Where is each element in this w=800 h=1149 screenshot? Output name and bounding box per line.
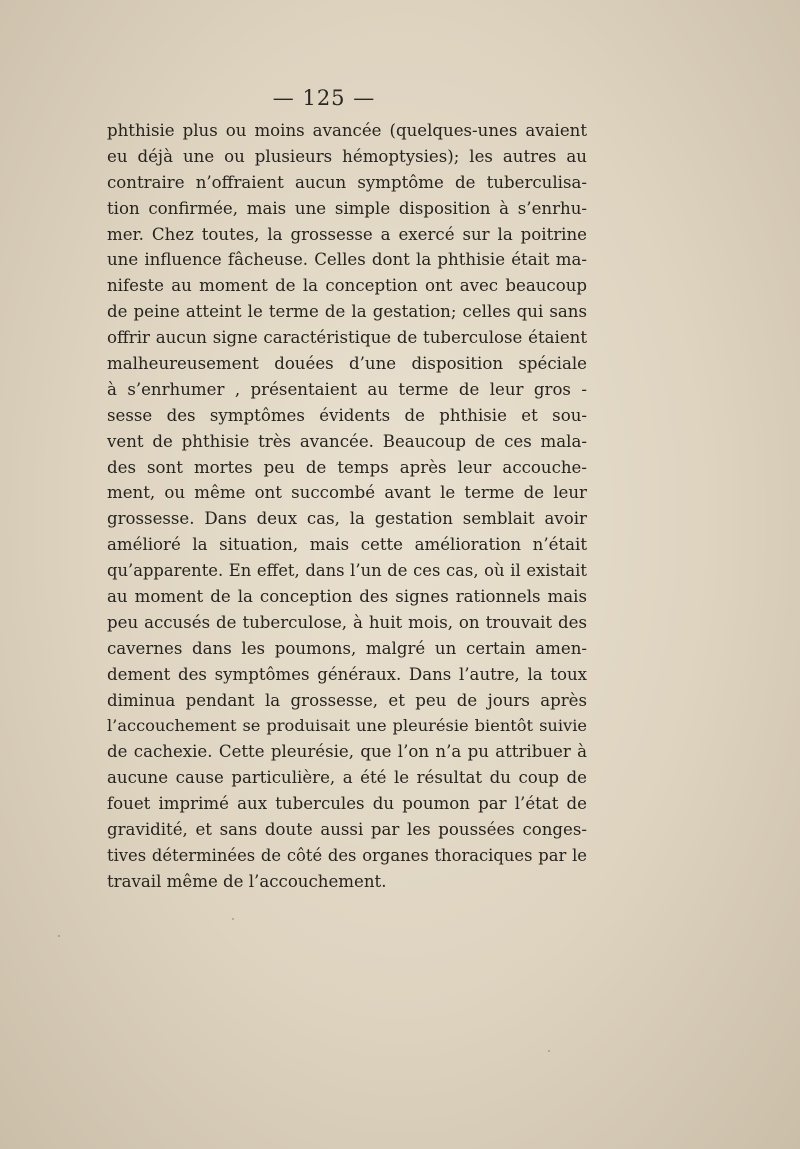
text-line: une influence fâcheuse. Celles dont la phthisie était ma- bbox=[107, 250, 587, 270]
text-line: amélioré la situation, mais cette amélioration n’était bbox=[107, 535, 587, 555]
text-line: fouet imprimé aux tubercules du poumon par l’état de bbox=[107, 794, 587, 814]
text-line: tives déterminées de côté des organes thoraciques par le bbox=[107, 845, 587, 865]
text-line: au moment de la conception des signes rationnels mais bbox=[107, 587, 587, 607]
text-line: offrir aucun signe caractéristique de tuberculose étaient bbox=[107, 328, 587, 348]
text-line: grossesse. Dans deux cas, la gestation semblait avoir bbox=[107, 509, 587, 529]
text-line: sesse des symptômes évidents de phthisie et sou- bbox=[107, 405, 587, 425]
text-line: dement des symptômes généraux. Dans l’autre, la toux bbox=[107, 664, 587, 684]
text-line: nifeste au moment de la conception ont avec beaucoup bbox=[107, 276, 587, 296]
text-line: ment, ou même ont succombé avant le terme de leur bbox=[107, 483, 587, 503]
text-line: contraire n’offraient aucun symptôme de tuberculisa- bbox=[107, 172, 587, 192]
paper-speck bbox=[548, 1050, 550, 1052]
text-line: mer. Chez toutes, la grossesse a exercé sur la poitrine bbox=[107, 224, 587, 244]
paper-speck bbox=[58, 935, 60, 937]
text-line: de cachexie. Cette pleurésie, que l’on n’a pu attribuer à bbox=[107, 742, 587, 762]
text-line: cavernes dans les poumons, malgré un certain amen- bbox=[107, 638, 587, 658]
text-line: eu déjà une ou plusieurs hémoptysies); les autres au bbox=[107, 146, 587, 166]
page-number: — 125 — bbox=[272, 86, 376, 110]
text-line: gravidité, et sans doute aussi par les poussées conges- bbox=[107, 820, 587, 840]
text-line-last: travail même de l’accouchement. bbox=[107, 871, 387, 891]
body-text bbox=[107, 118, 587, 895]
text-line: peu accusés de tuberculose, à huit mois, on trouvait des bbox=[107, 612, 587, 632]
text-line: qu’apparente. En effet, dans l’un de ces cas, où il existait bbox=[107, 561, 587, 581]
text-line: aucune cause particulière, a été le résultat du coup de bbox=[107, 768, 587, 788]
text-line: phthisie plus ou moins avancée (quelques-unes avaient bbox=[107, 121, 587, 140]
text-line: de peine atteint le terme de la gestation; celles qui sans bbox=[107, 302, 587, 322]
text-line: malheureusement douées d’une disposition spéciale bbox=[107, 354, 587, 374]
text-line: des sont mortes peu de temps après leur accouche- bbox=[107, 457, 587, 477]
text-line: diminua pendant la grossesse, et peu de jours après bbox=[107, 690, 587, 710]
text-line: à s’enrhumer , présentaient au terme de leur gros - bbox=[107, 379, 587, 399]
text-line: tion confirmée, mais une simple disposition à s’enrhu- bbox=[107, 198, 587, 218]
paper-speck bbox=[232, 918, 234, 920]
text-line: vent de phthisie très avancée. Beaucoup de ces mala- bbox=[107, 431, 587, 451]
text-line: l’accouchement se produisait une pleurésie bientôt suivie bbox=[107, 716, 587, 736]
